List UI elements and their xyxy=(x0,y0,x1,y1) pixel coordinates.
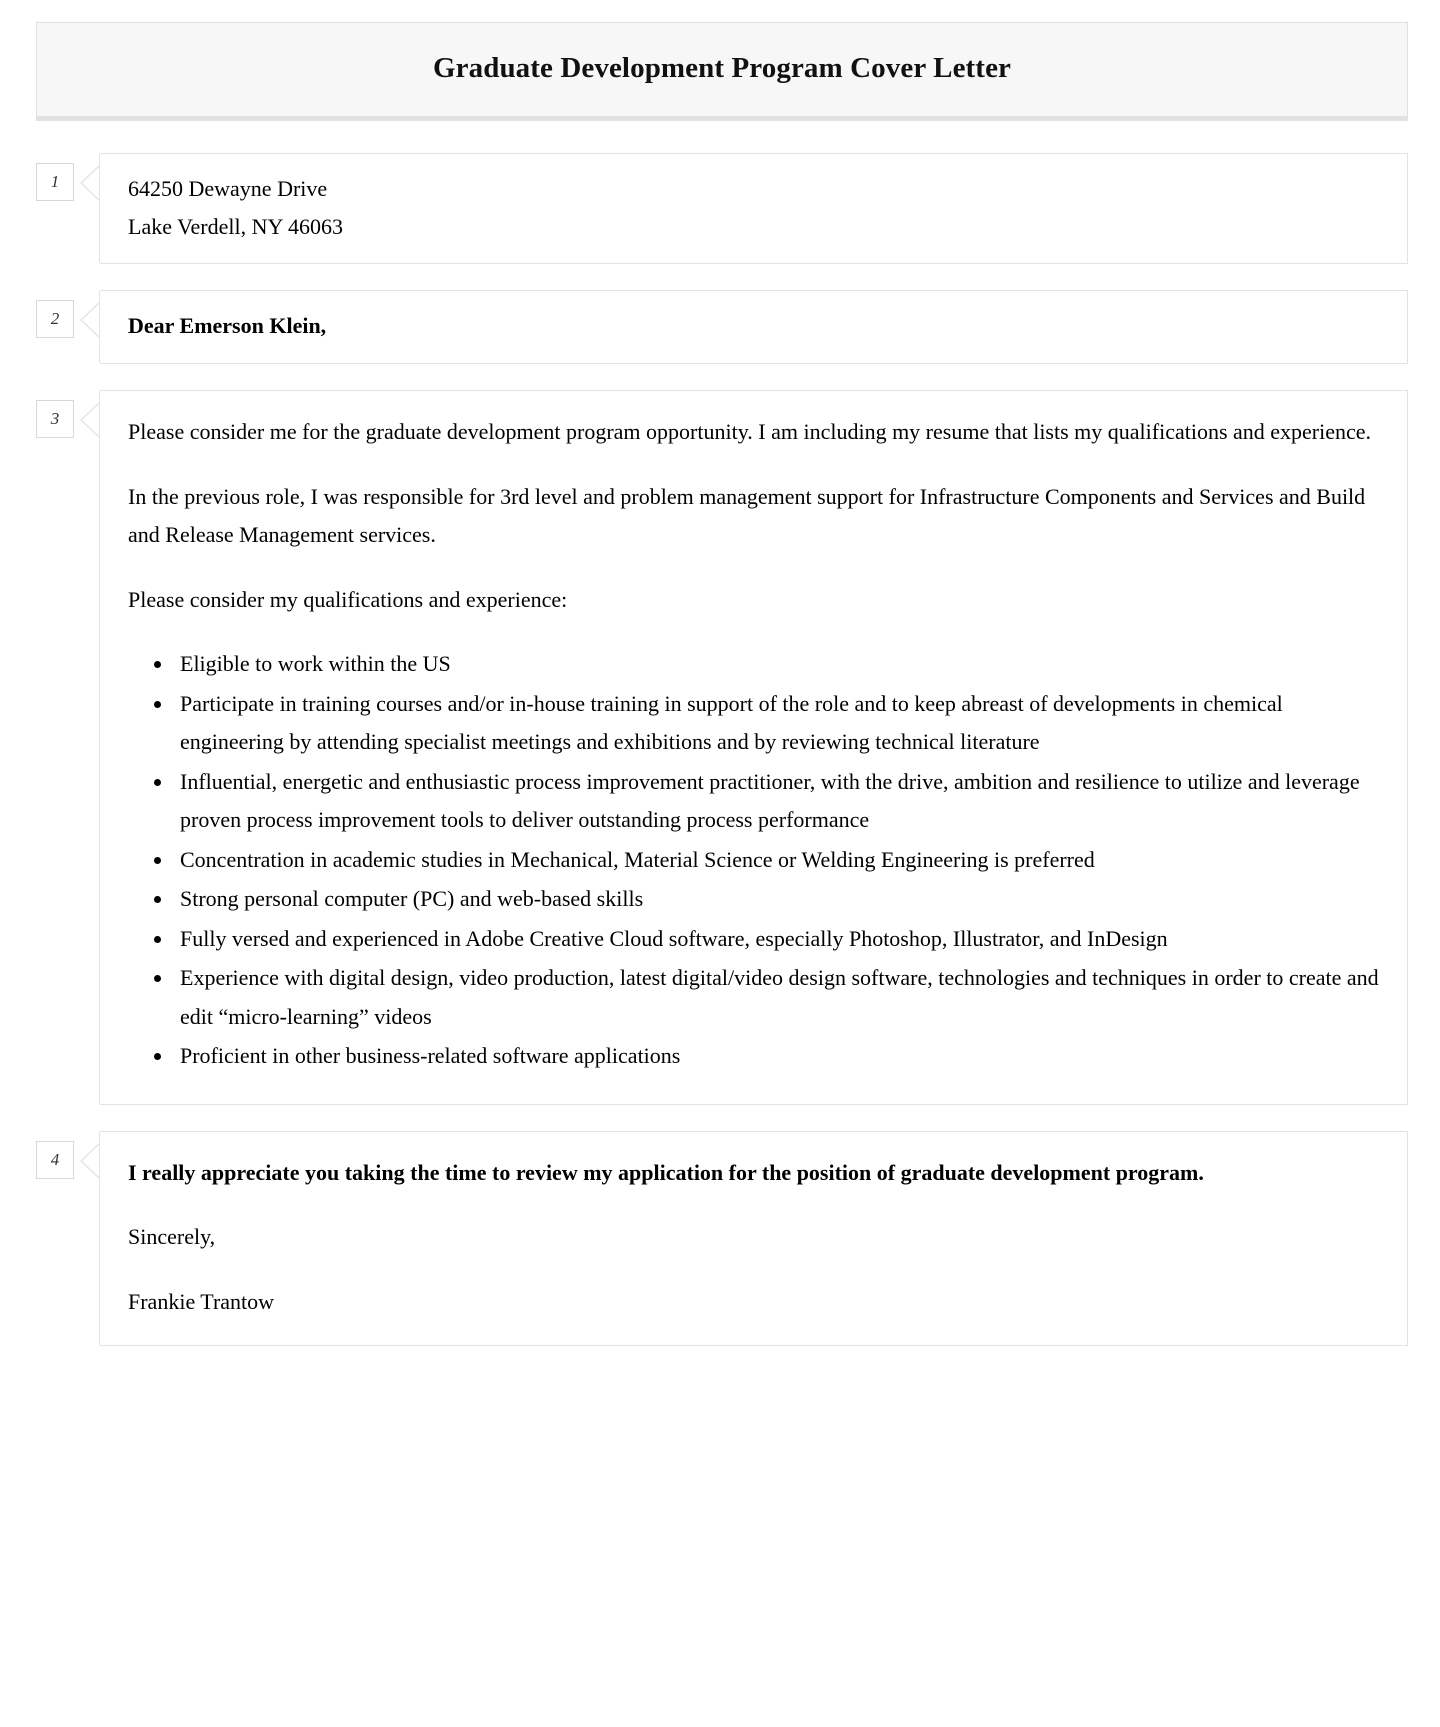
notch-column xyxy=(74,1131,100,1347)
signature-name: Frankie Trantow xyxy=(128,1288,275,1314)
qualifications-list xyxy=(128,645,1379,1076)
chevron-left-icon xyxy=(80,165,100,201)
list-item: • Concentration in academic studies in Mechanical, Material Science or Welding Engineering is preferred xyxy=(174,841,1379,880)
body-paragraph: Please consider my qualifications and experience: xyxy=(128,586,568,612)
salutation-text: Dear Emerson Klein, xyxy=(128,313,327,339)
chevron-left-icon xyxy=(80,402,100,438)
list-item: • Participate in training courses and/or in-house training in support of the role and to keep abreast of developments in chemical engineering by attending specialist meetings and exhibitions and by reviewing technical literature xyxy=(174,685,1379,762)
list-item: • Influential, energetic and enthusiastic process improvement practitioner, with the drive, ambition and resilience to utilize and leverage proven process improvement tools to deliver outstanding process performance xyxy=(174,763,1379,840)
letter-blocks xyxy=(0,153,1440,1346)
notch-column xyxy=(74,290,100,364)
list-item: • Experience with digital design, video production, latest digital/video design software, technologies and techniques in order to create and edit “micro-learning” videos xyxy=(174,959,1379,1036)
page-title: Graduate Development Program Cover Letter xyxy=(432,52,1012,84)
letter-block-closing[interactable] xyxy=(0,1131,1440,1347)
chevron-left-icon xyxy=(80,1143,100,1179)
body-panel[interactable] xyxy=(100,390,1408,1105)
sign-off: Sincerely, xyxy=(128,1224,216,1250)
body-paragraph: In the previous role, I was responsible for 3rd level and problem management support for Infrastructure Components and Services and Build and Release Management services. xyxy=(128,483,1366,548)
salutation-panel[interactable] xyxy=(100,290,1408,364)
notch-column xyxy=(74,390,100,1105)
document-header xyxy=(36,22,1408,117)
block-number-badge[interactable]: 2 xyxy=(36,300,74,338)
list-item: • Strong personal computer (PC) and web-based skills xyxy=(174,880,1379,919)
list-item: • Eligible to work within the US xyxy=(174,645,1379,684)
block-number-badge[interactable]: 4 xyxy=(36,1141,74,1179)
list-item: • Proficient in other business-related software applications xyxy=(174,1037,1379,1076)
cover-letter-page xyxy=(0,22,1440,1346)
closing-panel[interactable] xyxy=(100,1131,1408,1347)
closing-statement: I really appreciate you taking the time to review my application for the position of graduate development program. xyxy=(128,1159,1204,1185)
letter-block-salutation[interactable] xyxy=(0,290,1440,364)
address-line-2: Lake Verdell, NY 46063 xyxy=(128,213,344,239)
address-line-1: 64250 Dewayne Drive xyxy=(128,175,328,201)
letter-block-body[interactable] xyxy=(0,390,1440,1105)
notch-column xyxy=(74,153,100,265)
list-item: • Fully versed and experienced in Adobe Creative Cloud software, especially Photoshop, Illustrator, and InDesign xyxy=(174,920,1379,959)
body-paragraph: Please consider me for the graduate development program opportunity. I am including my resume that lists my qualifications and experience. xyxy=(128,419,1372,445)
block-number-badge[interactable]: 3 xyxy=(36,400,74,438)
letter-block-address[interactable] xyxy=(0,153,1440,265)
block-number-badge[interactable]: 1 xyxy=(36,163,74,201)
address-panel[interactable] xyxy=(100,153,1408,265)
chevron-left-icon xyxy=(80,302,100,338)
